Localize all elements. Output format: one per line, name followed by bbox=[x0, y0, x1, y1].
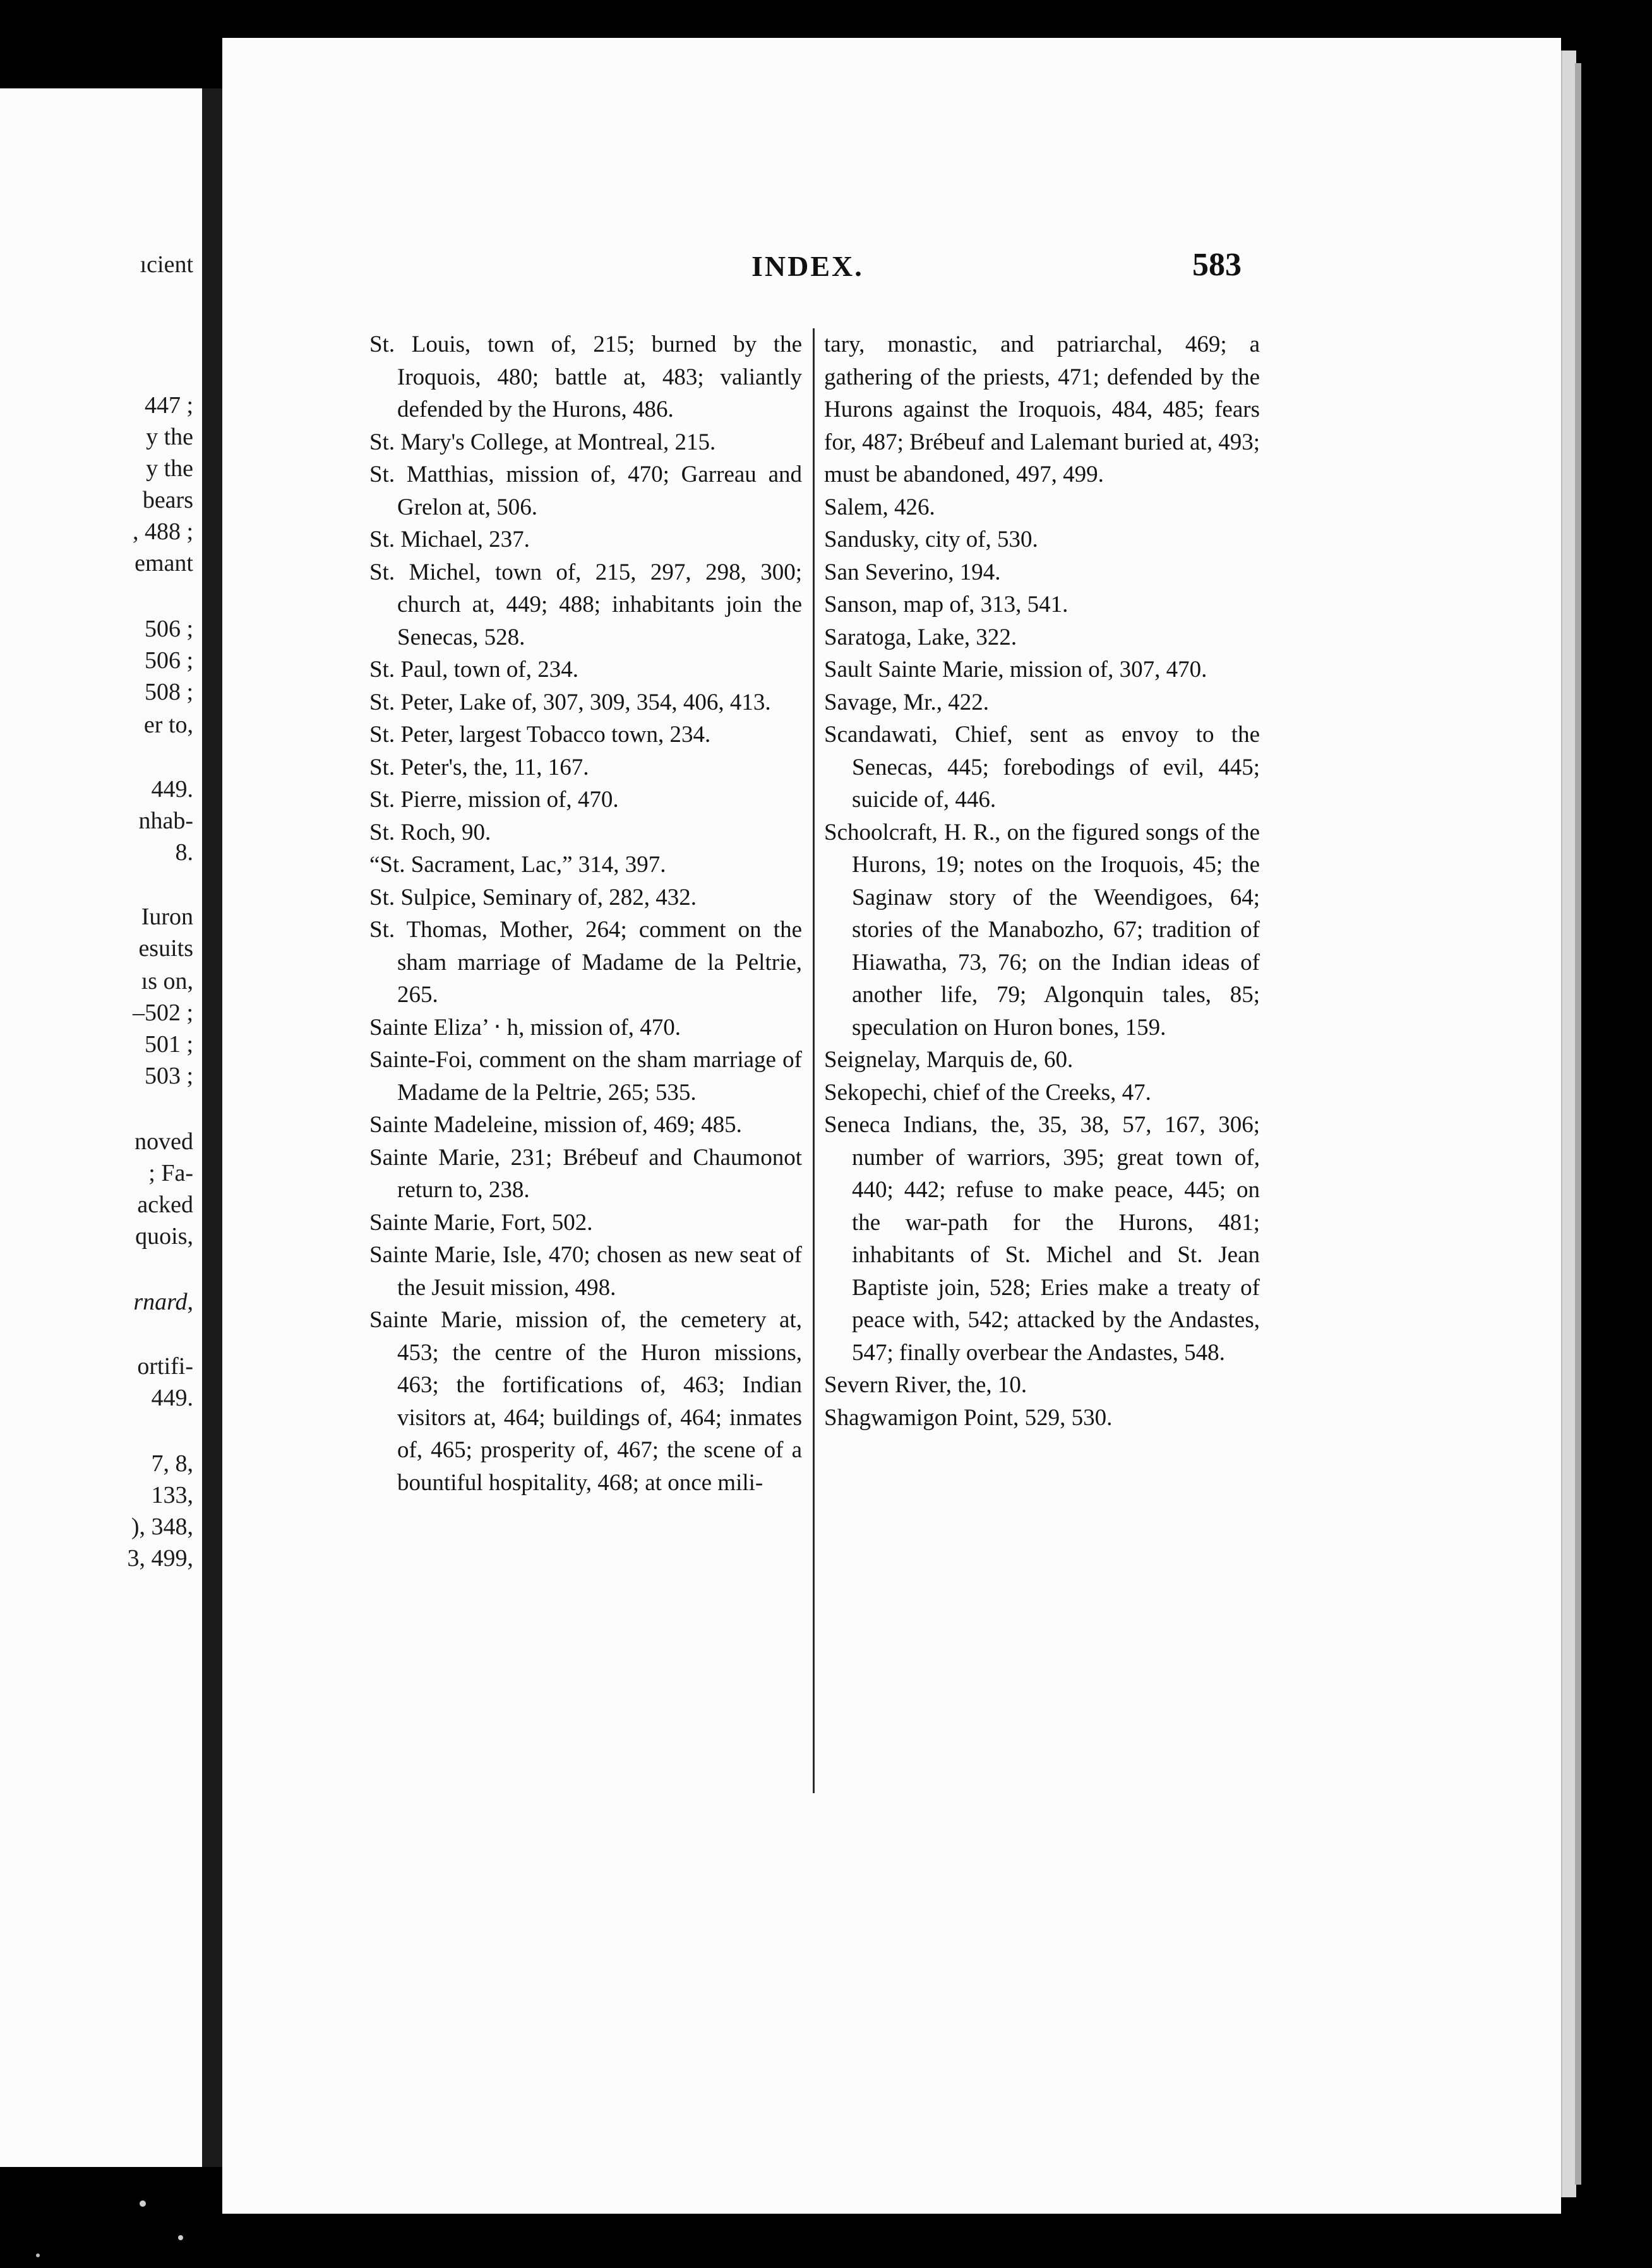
index-entry: Sainte Marie, Isle, 470; chosen as new seat of the Jesuit mission, 498. bbox=[369, 1242, 802, 1301]
left-page-line-fragment: ), 348, bbox=[131, 1513, 193, 1540]
index-entry: St. Mary's College, at Montreal, 215. bbox=[369, 429, 716, 455]
left-page-line-fragment: 508 ; bbox=[144, 679, 193, 705]
index-entry: Schoolcraft, H. R., on the figured songs of the Hurons, 19; notes on the Iroquois, 45; the Saginaw story of the Weendigoes, 64; stories of the Manabozho, 67; tradition of Hiawatha, 73, 76; on the Indian ideas of another life, 79; Algonquin tales, 85; speculation on Huron bones, 159. bbox=[824, 819, 1260, 1041]
left-page-line-fragment: bears bbox=[142, 487, 193, 513]
index-entry: Shagwamigon Point, 529, 530. bbox=[824, 1404, 1113, 1431]
left-page-line-fragment: , 488 ; bbox=[132, 518, 193, 545]
left-page-line-fragment: Iuron bbox=[141, 904, 193, 930]
left-page-line-fragment: 133, bbox=[151, 1482, 193, 1508]
index-entry: Sainte-Foi, comment on the sham marriage of Madame de la Peltrie, 265; 535. bbox=[369, 1047, 802, 1106]
index-entry: Saratoga, Lake, 322. bbox=[824, 624, 1017, 650]
left-page-line-fragment: ıs on, bbox=[141, 968, 193, 994]
left-page-line-fragment: ; Fa- bbox=[148, 1160, 193, 1186]
index-entry: Sekopechi, chief of the Creeks, 47. bbox=[824, 1079, 1151, 1106]
left-page-line-fragment: 503 ; bbox=[144, 1063, 193, 1089]
left-page-line-fragment: 501 ; bbox=[144, 1031, 193, 1058]
index-entry: St. Peter, Lake of, 307, 309, 354, 406, 413. bbox=[369, 689, 771, 715]
left-page-line-fragment: y the bbox=[146, 424, 193, 450]
index-entry: “St. Sacrament, Lac,” 314, 397. bbox=[369, 852, 666, 878]
index-entry: St. Roch, 90. bbox=[369, 819, 491, 845]
left-page-line-fragment: acked bbox=[137, 1191, 193, 1218]
left-page-line-fragment: 506 ; bbox=[144, 647, 193, 674]
left-page-line-fragment: 8. bbox=[175, 839, 193, 866]
index-entry: Sault Sainte Marie, mission of, 307, 470. bbox=[824, 657, 1207, 683]
index-entry: Sainte Madeleine, mission of, 469; 485. bbox=[369, 1112, 742, 1138]
index-entry: Scandawati, Chief, sent as envoy to the Senecas, 445; forebodings of evil, 445; suicide of, 446. bbox=[824, 722, 1260, 813]
left-page-line-fragment: nhab- bbox=[138, 808, 193, 834]
left-page-line-fragment: 449. bbox=[151, 1385, 193, 1411]
index-entry: San Severino, 194. bbox=[824, 559, 1001, 585]
index-entry: St. Paul, town of, 234. bbox=[369, 657, 578, 683]
index-entry: St. Peter, largest Tobacco town, 234. bbox=[369, 722, 711, 748]
index-entry: St. Sulpice, Seminary of, 282, 432. bbox=[369, 884, 697, 910]
left-page-line-fragment: y the bbox=[146, 455, 193, 482]
index-entry: Seignelay, Marquis de, 60. bbox=[824, 1047, 1074, 1073]
index-entry: St. Matthias, mission of, 470; Garreau and Grelon at, 506. bbox=[369, 462, 802, 520]
left-page-line-fragment: noved bbox=[135, 1128, 193, 1155]
index-entry: Sainte Eliza’ ‧ h, mission of, 470. bbox=[369, 1014, 681, 1041]
index-entry: St. Peter's, the, 11, 167. bbox=[369, 754, 589, 780]
index-entry: Salem, 426. bbox=[824, 494, 935, 520]
left-page-line-fragment: esuits bbox=[138, 935, 193, 962]
index-entry: Sandusky, city of, 530. bbox=[824, 527, 1038, 552]
page-number: 583 bbox=[1192, 247, 1242, 283]
index-entry: St. Louis, town of, 215; burned by the Iroquois, 480; battle at, 483; valiantly defended by the Hurons, 486. bbox=[369, 331, 802, 422]
index-entry: Sainte Marie, Fort, 502. bbox=[369, 1209, 593, 1236]
index-entry-continuation: tary, monastic, and patriarchal, 469; a gathering of the priests, 471; defended by the Hurons against the Iroquois, 484, 485; fears for, 487; Brébeuf and Lalemant buried at, 493; must be abandoned, 497, 499. bbox=[824, 331, 1260, 487]
index-entry: Savage, Mr., 422. bbox=[824, 689, 990, 715]
index-entry: St. Pierre, mission of, 470. bbox=[369, 787, 619, 813]
left-page-line-fragment: –502 ; bbox=[132, 1000, 193, 1026]
left-page-line-fragment: emant bbox=[135, 550, 193, 576]
left-page-line-fragment: quois, bbox=[135, 1223, 193, 1250]
left-page-line-fragment: 7, 8, bbox=[151, 1450, 193, 1477]
index-entry: Seneca Indians, the, 35, 38, 57, 167, 306; number of warriors, 395; great town of, 440; 442; refuse to make peace, 445; on the war-path for the Hurons, 481; inhabitants of St. Michel and St. Jean Baptiste join, 528; Eries make a treaty of peace with, 542; attacked by the Andastes, 547; finally overbear the Andastes, 548. bbox=[824, 1112, 1260, 1366]
left-page-line-fragment: ortifi- bbox=[137, 1353, 193, 1380]
left-page-line-fragment: er to, bbox=[143, 712, 193, 738]
running-head: INDEX. bbox=[751, 250, 864, 282]
left-page-line-fragment: rnard, bbox=[133, 1289, 193, 1315]
index-entry: Severn River, the, 10. bbox=[824, 1372, 1027, 1398]
index-entry: Sainte Marie, 231; Brébeuf and Chaumonot return to, 238. bbox=[369, 1144, 802, 1203]
left-page-line-fragment: 3, 499, bbox=[127, 1545, 193, 1572]
index-entry: St. Michael, 237. bbox=[369, 527, 530, 552]
index-entry: St. Thomas, Mother, 264; comment on the sham marriage of Madame de la Peltrie, 265. bbox=[369, 917, 802, 1008]
left-page-line-fragment: 449. bbox=[151, 776, 193, 803]
index-entry: Sainte Marie, mission of, the cemetery at, 453; the centre of the Huron missions, 463; the fortifications of, 463; Indian visitors at, 464; buildings of, 464; inmates of, 465; prosperity of, 467; the scene of a bountiful hospitality, 468; at once mili- bbox=[369, 1307, 802, 1496]
left-page-line-fragment: 506 ; bbox=[144, 616, 193, 642]
left-page-line-fragment: ıcient bbox=[140, 251, 193, 278]
index-entry: Sanson, map of, 313, 541. bbox=[824, 592, 1068, 618]
index-entry: St. Michel, town of, 215, 297, 298, 300; church at, 449; 488; inhabitants join the Senecas, 528. bbox=[369, 559, 802, 650]
left-page-line-fragment: 447 ; bbox=[144, 392, 193, 419]
